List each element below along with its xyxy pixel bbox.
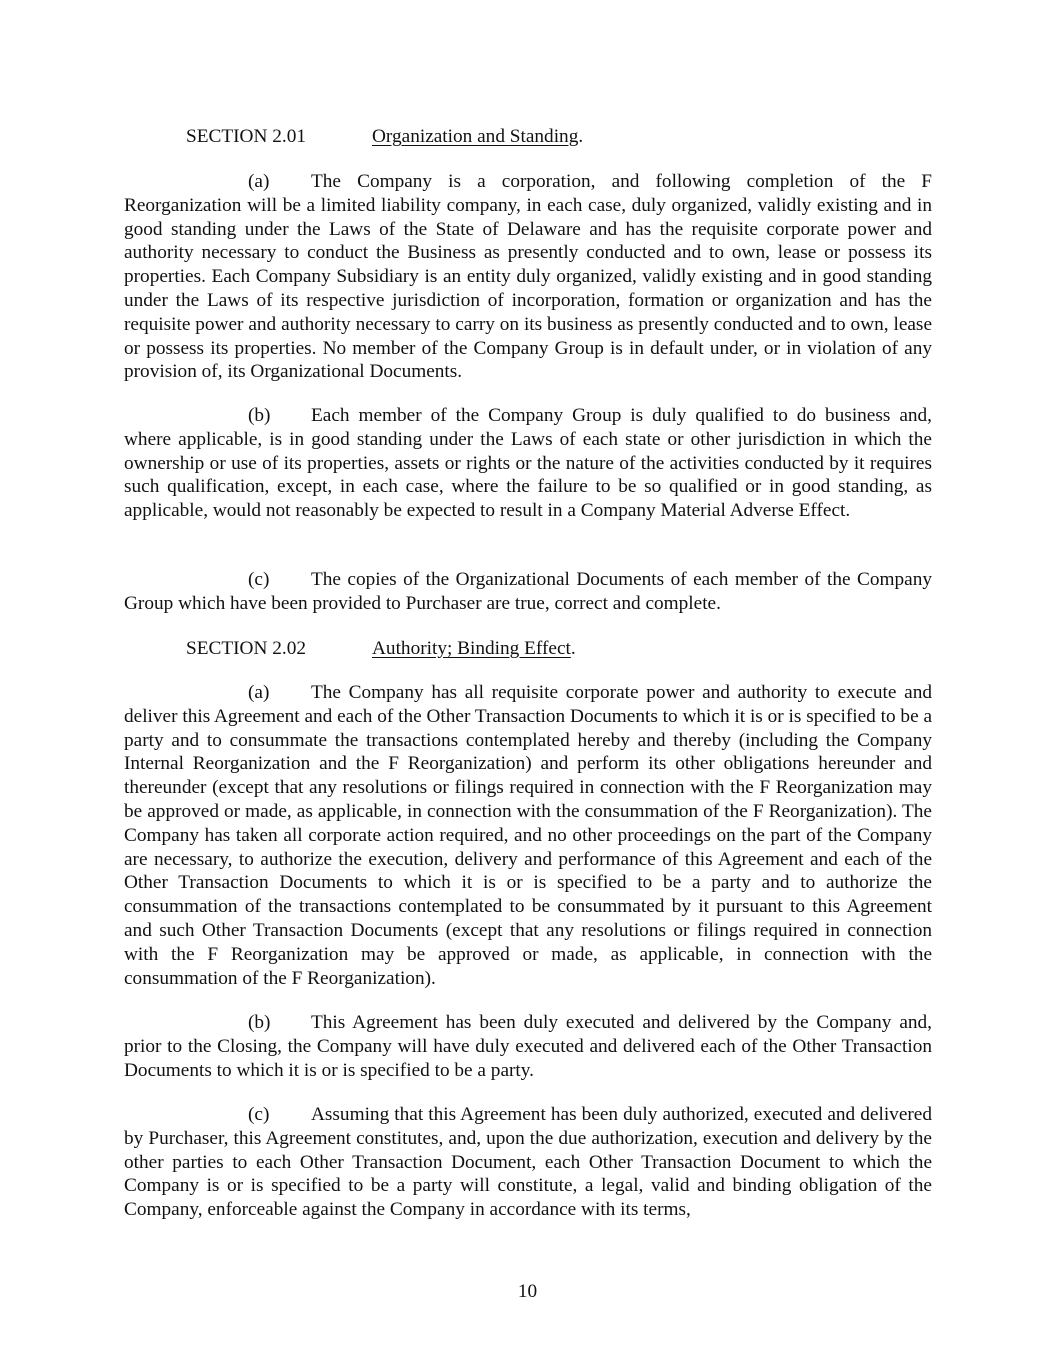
paragraph-2-01-b [124, 404, 932, 523]
paragraph-text: The Company is a corporation, and following completion of the F Reorganization will be a limited liability company, in each case, duly organized, validly existing and in good standing under the Laws of the State of Delaware and has the requisite corporate power and authority necessary to conduct the Business as presently conducted and to own, lease or possess its properties. Each Company Subsidiary is an entity duly organized, validly existing and in good standing under the Laws of its respective jurisdiction of incorporation, formation or organization and has the requisite power and authority necessary to carry on its business as presently conducted and to own, lease or possess its properties. No member of the Company Group is in default under, or in violation of any provision of, its Organizational Documents. [124, 171, 932, 383]
paragraph-text: Each member of the Company Group is duly qualified to do business and, where applicable, is in good standing under the Laws of each state or other jurisdiction in which the ownership or use of its properties, assets or rights or the nature of the activities conducted by it requires such qualification, except, in each case, where the failure to be so qualified or in good standing, as applicable, would not reasonably be expected to result in a Company Material Adverse Effect. [124, 405, 932, 522]
heading-period: . [570, 638, 576, 659]
section-number: SECTION 2.01 [186, 126, 306, 147]
paragraph-label: (b) [248, 1012, 271, 1033]
paragraph-label: (c) [248, 1104, 270, 1125]
paragraph-text: This Agreement has been duly executed and delivered by the Company and, prior to the Closing, the Company will have duly executed and delivered each of the Other Transaction Documents to which it is or is specified to be a party. [124, 1012, 932, 1081]
section-heading-2-01 [186, 125, 583, 149]
paragraph-2-02-a [124, 681, 932, 990]
paragraph-2-01-a [124, 170, 932, 384]
paragraph-label: (a) [248, 682, 270, 703]
paragraph-text: The Company has all requisite corporate power and authority to execute and deliver this Agreement and each of the Other Transaction Documents to which it is or is specified to be a party and to consummate the transactions contemplated hereby and thereby (including the Company Internal Reorganization and the F Reorganization) and perform its other obligations hereunder and thereunder (except that any resolutions or filings required in connection with the F Reorganization may be approved or made, as applicable, in connection with the consummation of the F Reorganization). The Company has taken all corporate action required, and no other proceedings on the part of the Company are necessary, to authorize the execution, delivery and performance of this Agreement and each of the Other Transaction Documents to which it is or is specified to be a party and to authorize the consummation of the transactions contemplated to be consummated by it pursuant to this Agreement and such Other Transaction Documents (except that any resolutions or filings required in connection with the F Reorganization may be approved or made, as applicable, in connection with the consummation of the F Reorganization). [124, 682, 933, 989]
page-number: 10 [517, 1281, 538, 1302]
paragraph-label: (b) [248, 405, 271, 426]
paragraph-2-02-b [124, 1011, 932, 1082]
section-title: Authority; Binding Effect [372, 638, 571, 659]
heading-period: . [578, 126, 584, 147]
section-number: SECTION 2.02 [186, 638, 306, 659]
paragraph-label: (a) [248, 171, 270, 192]
paragraph-label: (c) [248, 569, 270, 590]
section-title: Organization and Standing [372, 126, 579, 147]
paragraph-2-01-c [124, 568, 932, 616]
section-heading-2-02 [186, 637, 576, 661]
paragraph-text: Assuming that this Agreement has been duly authorized, executed and delivered by Purchaser, this Agreement constitutes, and, upon the due authorization, execution and delivery by the other parties to each Other Transaction Document, each Other Transaction Document to which the Company is or is specified to be a party will constitute, a legal, valid and binding obligation of the Company, enforceable against the Company in accordance with its terms, [124, 1104, 932, 1221]
paragraph-text: The copies of the Organizational Documents of each member of the Company Group which have been provided to Purchaser are true, correct and complete. [124, 569, 932, 614]
paragraph-2-02-c [124, 1103, 932, 1222]
